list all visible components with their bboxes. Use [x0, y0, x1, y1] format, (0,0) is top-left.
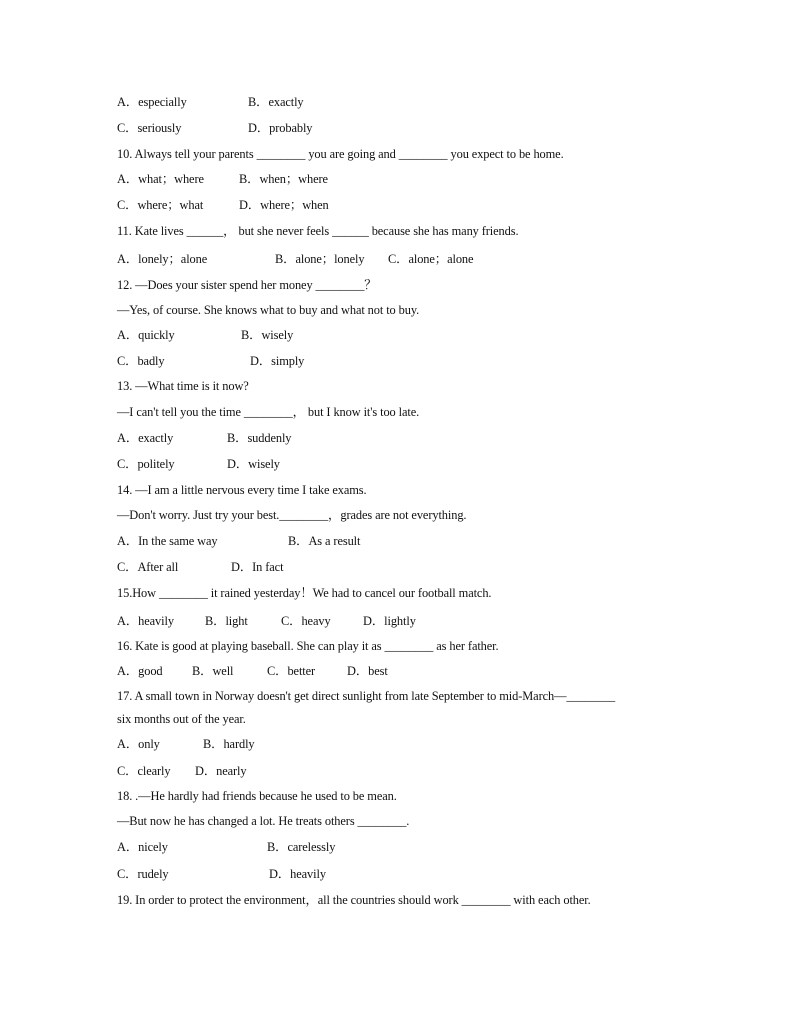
q11-stem: 11. Kate lives ______， but she never feels ______ because she has many friends. — [117, 224, 519, 238]
q17-stem-continued: six months out of the year. — [117, 712, 246, 726]
q14-option-c: C．After all — [117, 560, 179, 574]
q9-option-a: A．especially — [117, 95, 187, 109]
q17-option-c: C．clearly — [117, 764, 171, 778]
q12-dialogue: —Yes, of course. She knows what to buy and what not to buy. — [117, 303, 420, 317]
q11-option-c: C．alone；alone — [388, 252, 474, 266]
q13-dialogue: —I can't tell you the time ________， but I know it's too late. — [117, 405, 420, 419]
q10-stem: 10. Always tell your parents ________ you are going and ________ you expect to be home. — [117, 147, 564, 161]
q18-option-c: C．rudely — [117, 867, 169, 881]
q12-option-c: C．badly — [117, 354, 165, 368]
q13-option-c: C．politely — [117, 457, 175, 471]
q16-option-b: B．well — [192, 664, 234, 678]
q14-option-a: A．In the same way — [117, 534, 218, 548]
q10-option-d: D．where；when — [239, 198, 329, 212]
q18-option-b: B．carelessly — [267, 840, 336, 854]
q13-option-b: B．suddenly — [227, 431, 292, 445]
q12-stem: 12. —Does your sister spend her money ________？ — [117, 278, 377, 292]
q14-dialogue: —Don't worry. Just try your best.________，grades are not everything. — [117, 508, 467, 522]
q10-option-b: B．when；where — [239, 172, 328, 186]
q10-option-c: C．where；what — [117, 198, 204, 212]
q16-stem: 16. Kate is good at playing baseball. She can play it as ________ as her father. — [117, 639, 499, 653]
q13-option-d: D．wisely — [227, 457, 280, 471]
q11-option-a: A．lonely；alone — [117, 252, 208, 266]
q9-option-c: C．seriously — [117, 121, 182, 135]
q9-option-b: B．exactly — [248, 95, 304, 109]
q15-option-c: C．heavy — [281, 614, 331, 628]
q16-option-c: C．better — [267, 664, 316, 678]
q16-option-d: D．best — [347, 664, 388, 678]
q18-option-d: D．heavily — [269, 867, 326, 881]
q17-option-d: D．nearly — [195, 764, 247, 778]
q12-option-b: B．wisely — [241, 328, 294, 342]
q12-option-a: A．quickly — [117, 328, 175, 342]
q15-option-a: A．heavily — [117, 614, 174, 628]
q10-option-a: A．what；where — [117, 172, 204, 186]
q14-stem: 14. —I am a little nervous every time I take exams. — [117, 483, 367, 497]
q16-option-a: A．good — [117, 664, 163, 678]
q14-option-b: B．As a result — [288, 534, 361, 548]
q13-stem: 13. —What time is it now? — [117, 379, 249, 393]
q9-option-d: D．probably — [248, 121, 313, 135]
q18-dialogue: —But now he has changed a lot. He treats others ________. — [117, 814, 410, 828]
q15-option-d: D．lightly — [363, 614, 416, 628]
q17-stem: 17. A small town in Norway doesn't get direct sunlight from late September to mid-March—________ — [117, 689, 616, 703]
q12-option-d: D．simply — [250, 354, 305, 368]
q18-stem: 18. .—He hardly had friends because he used to be mean. — [117, 789, 397, 803]
q13-option-a: A．exactly — [117, 431, 174, 445]
q18-option-a: A．nicely — [117, 840, 168, 854]
q17-option-a: A．only — [117, 737, 160, 751]
q15-stem: 15.How ________ it rained yesterday！We had to cancel our football match. — [117, 586, 492, 600]
q11-option-b: B．alone；lonely — [275, 252, 365, 266]
q19-stem: 19. In order to protect the environment，all the countries should work ________ with each other. — [117, 893, 591, 907]
q15-option-b: B．light — [205, 614, 248, 628]
q17-option-b: B．hardly — [203, 737, 255, 751]
q14-option-d: D．In fact — [231, 560, 284, 574]
